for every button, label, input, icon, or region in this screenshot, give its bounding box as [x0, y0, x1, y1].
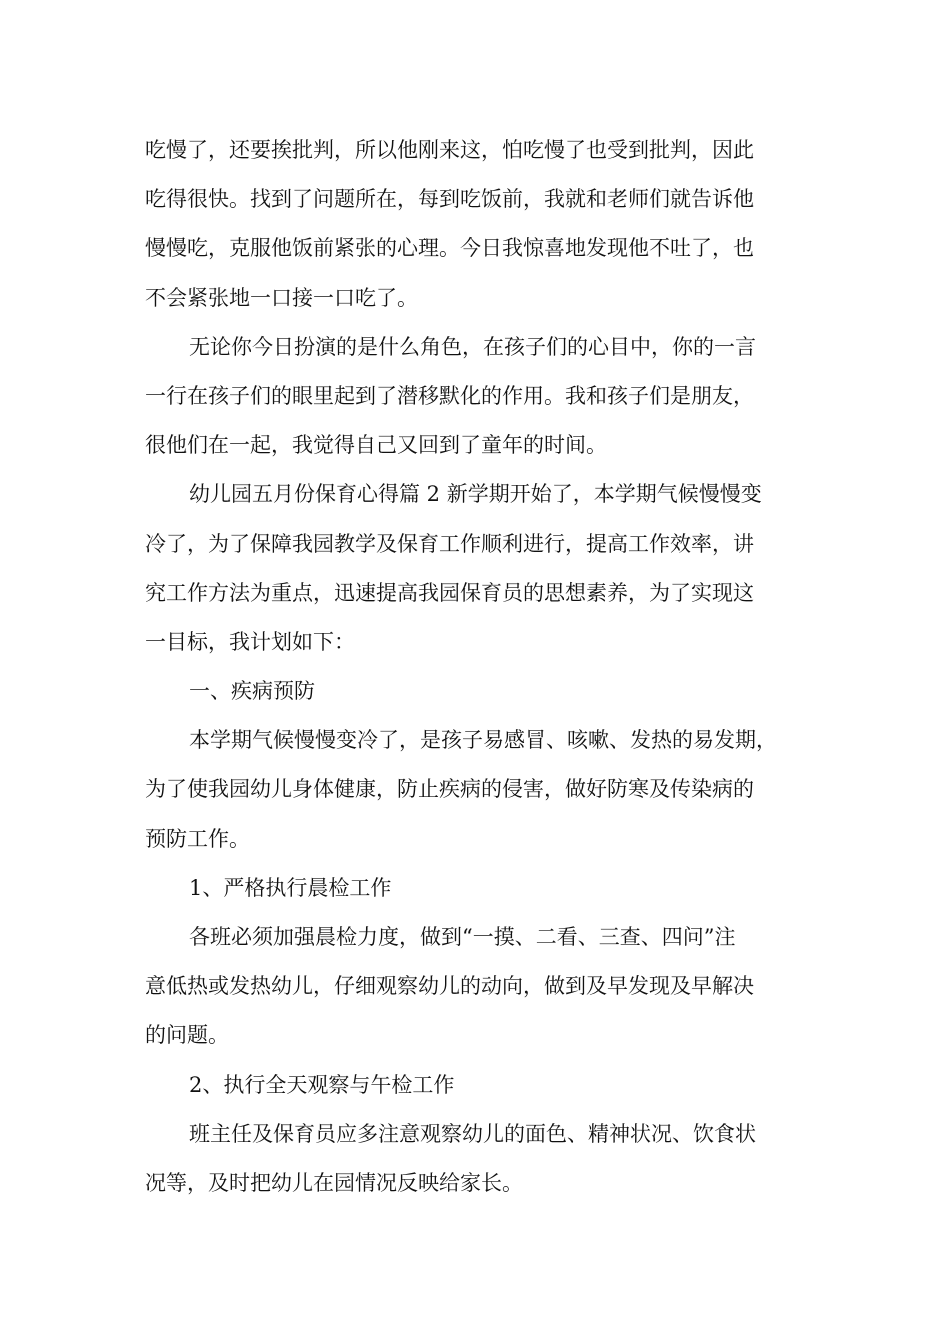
text-line: 究工作方法为重点，迅速提高我园保育员的思想素养，为了实现这 [145, 580, 754, 605]
paragraph-first-line: 幼儿园五月份保育心得篇 2 新学期开始了，本学期气候慢慢变 [189, 482, 762, 507]
text-line: 冷了，为了保障我园教学及保育工作顺利进行，提高工作效率，讲 [145, 531, 754, 556]
text-line: 吃慢了，还要挨批判，所以他刚来这，怕吃慢了也受到批判，因此 [145, 138, 754, 162]
paragraph-first-line: 各班必须加强晨检力度，做到“一摸、二看、三查、四问”注 [189, 925, 736, 949]
section-heading: 一、疾病预防 [189, 679, 315, 704]
text-line: 很他们在一起，我觉得自己又回到了童年的时间。 [145, 433, 607, 458]
text-line: 意低热或发热幼儿，仔细观察幼儿的动向，做到及早发现及早解决 [145, 974, 754, 999]
paragraph-first-line: 本学期气候慢慢变冷了，是孩子易感冒、咳嗽、发热的易发期， [189, 728, 777, 753]
paragraph-first-line: 无论你今日扮演的是什么角色，在孩子们的心目中，你的一言 [189, 334, 756, 359]
text-line: 况等，及时把幼儿在园情况反映给家长。 [145, 1170, 523, 1195]
subsection-heading: 1、严格执行晨检工作 [189, 875, 392, 900]
text-line: 一行在孩子们的眼里起到了潜移默化的作用。我和孩子们是朋友， [145, 383, 754, 408]
text-line: 预防工作。 [145, 826, 250, 851]
paragraph-first-line: 班主任及保育员应多注意观察幼儿的面色、精神状况、饮食状 [189, 1121, 756, 1146]
document-body [145, 126, 810, 1208]
text-line: 慢慢吃，克服他饭前紧张的心理。今日我惊喜地发现他不吐了，也 [145, 236, 754, 261]
text-line: 吃得很快。找到了问题所在，每到吃饭前，我就和老师们就告诉他 [145, 187, 754, 212]
subsection-heading: 2、执行全天观察与午检工作 [189, 1072, 455, 1097]
text-line: 的问题。 [145, 1023, 229, 1048]
text-line: 一目标，我计划如下： [145, 629, 355, 654]
text-line: 为了使我园幼儿身体健康，防止疾病的侵害，做好防寒及传染病的 [145, 777, 754, 802]
text-line: 不会紧张地一口接一口吃了。 [145, 285, 418, 310]
